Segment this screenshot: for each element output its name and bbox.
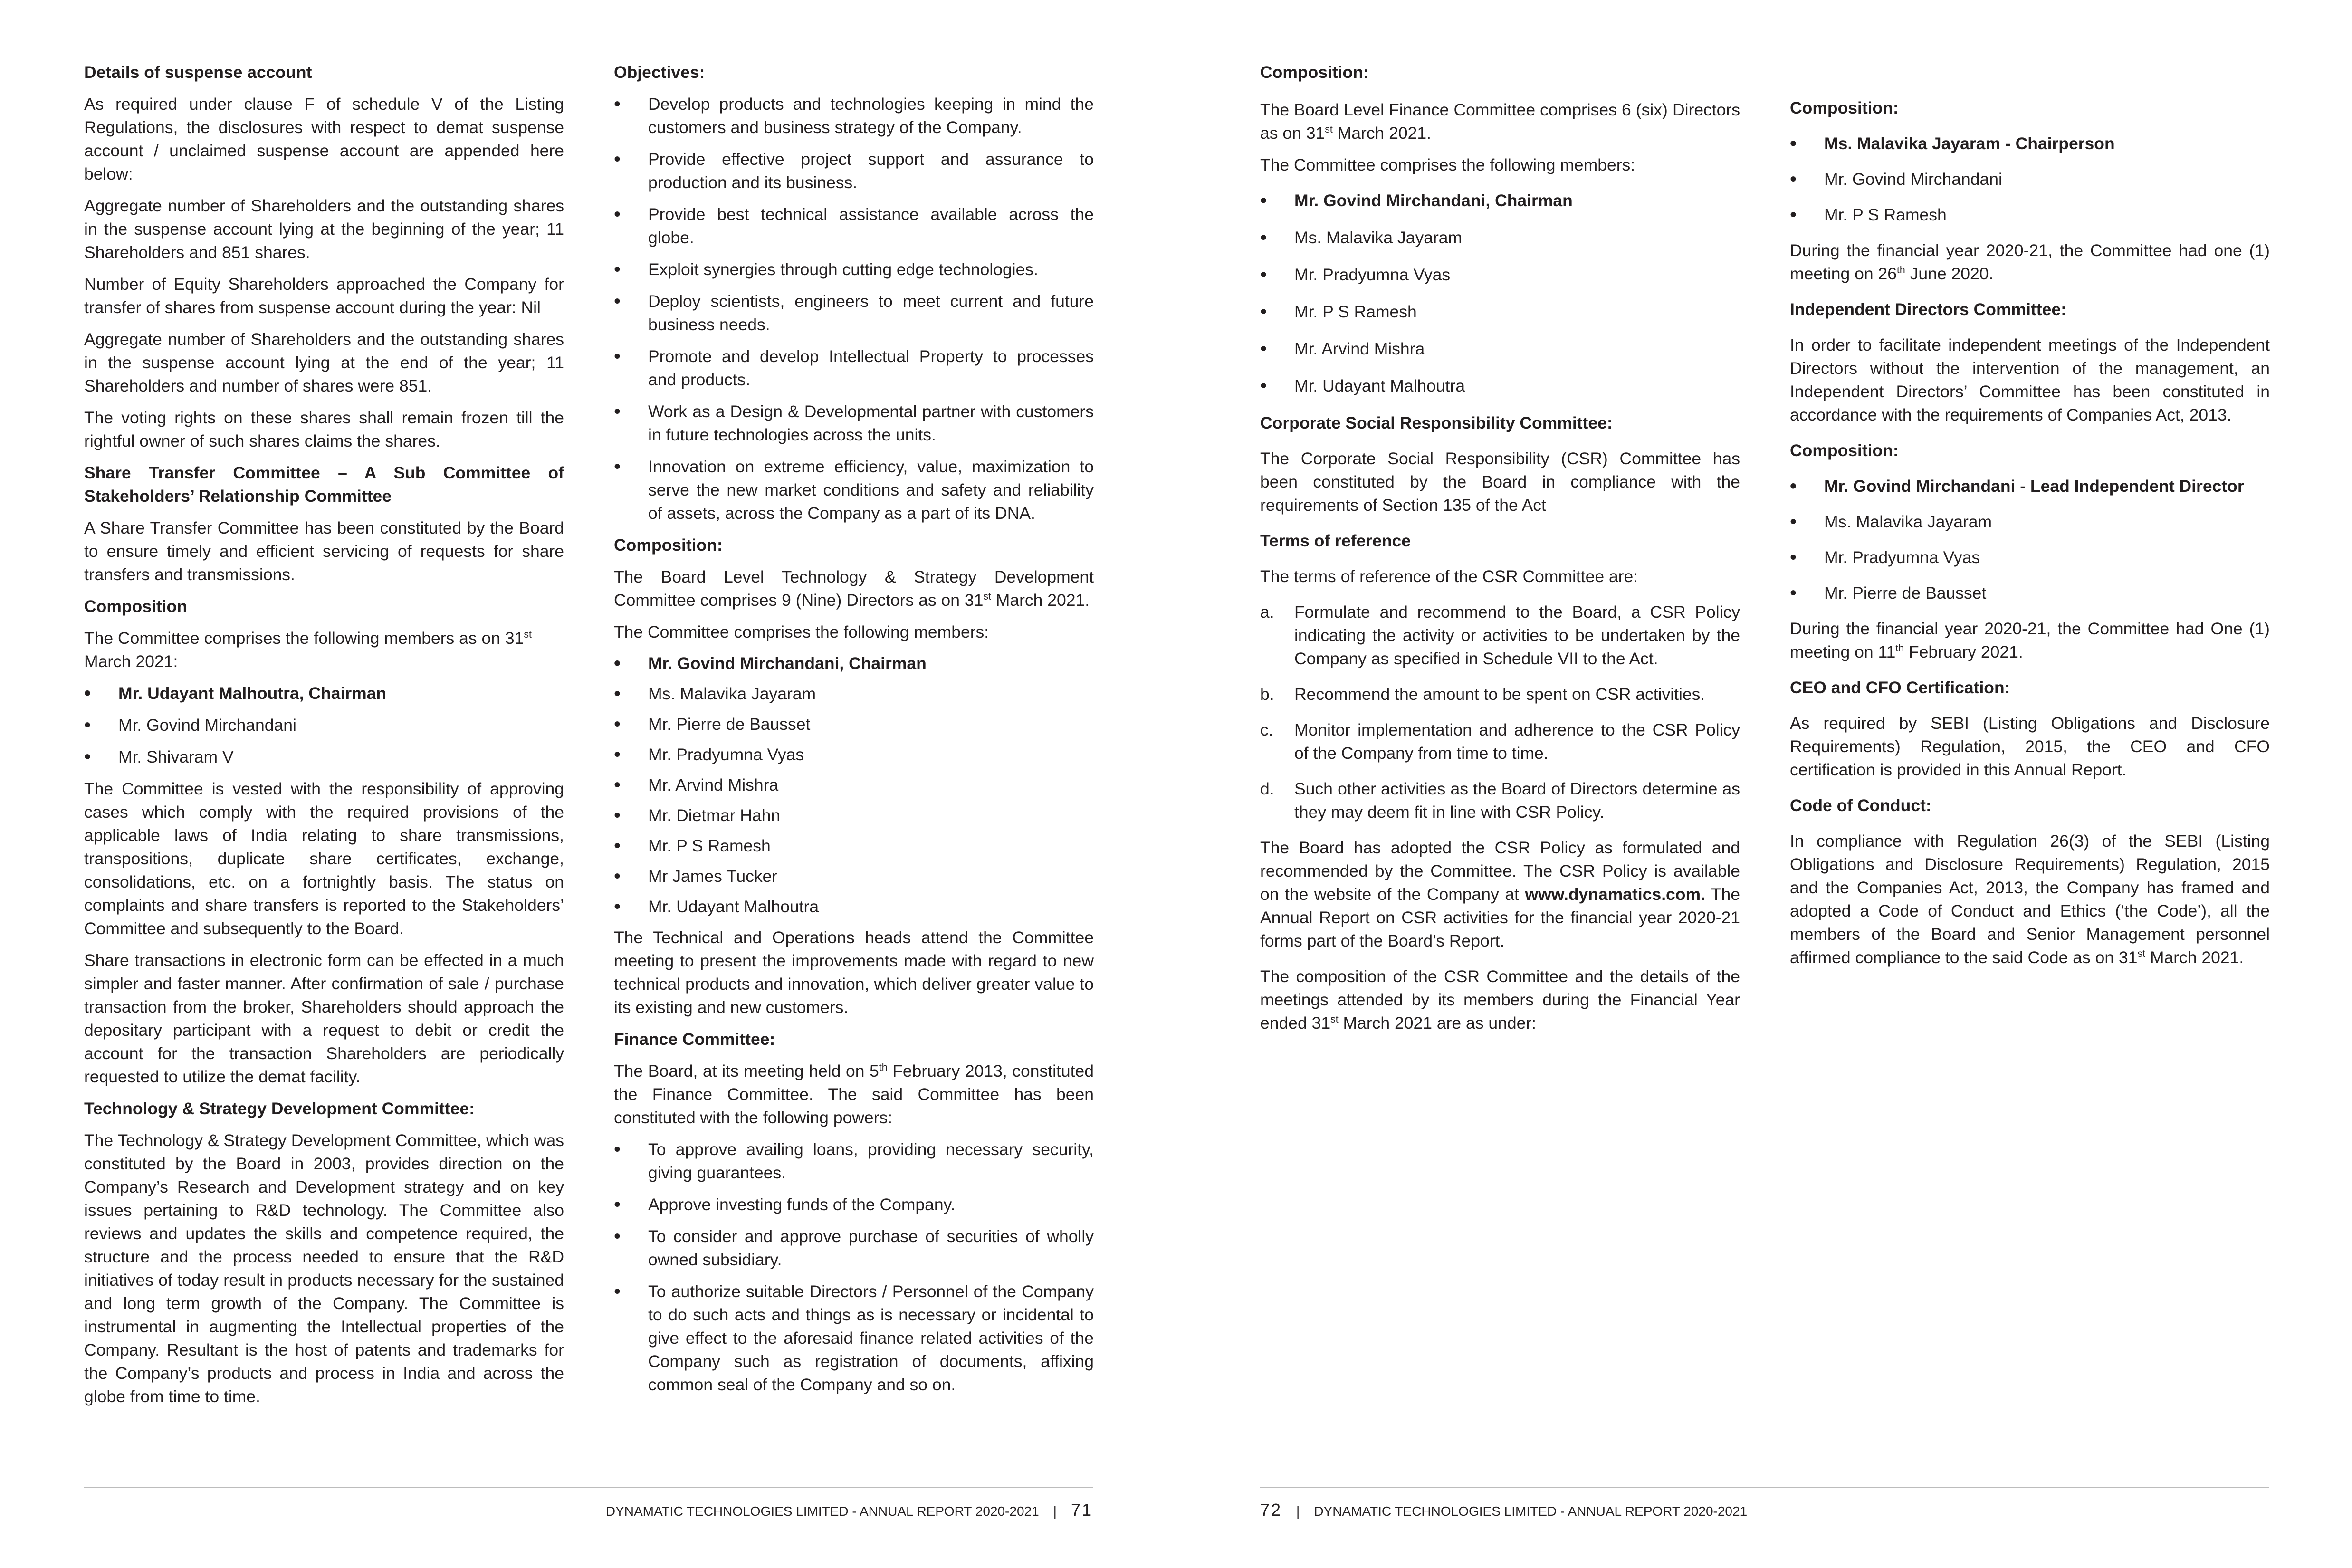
suspense-account-heading: Details of suspense account xyxy=(84,63,312,82)
paragraph: Aggregate number of Shareholders and the outstanding shares in the suspense account lying at the end of the year; 11 Shareholders and number of shares were 851. xyxy=(84,330,564,395)
list-item: • Ms. Malavika Jayaram xyxy=(1790,510,2270,534)
page-number: 72 xyxy=(1260,1500,1282,1520)
list-item: • Mr. Pradyumna Vyas xyxy=(614,744,1094,765)
list-item: • Mr. P S Ramesh xyxy=(1790,203,2270,227)
footer-rule xyxy=(84,1487,1093,1488)
composition-heading: Composition xyxy=(84,597,187,616)
objectives-heading: Objectives: xyxy=(614,63,705,82)
powers-list xyxy=(614,1138,1094,1396)
code-of-conduct-paragraph: In compliance with Regulation 26(3) of the SEBI (Listing Obligations and Disclosure Requirements) Regulation, 2015 and the Companies Act, 2013, the Company has framed and adopted a Code of Conduct and Ethics (‘the Code’), all the members of the Board and Senior Management personnel affirmed compliance to the said Code as on 31st March 2021. xyxy=(1790,832,2270,967)
paragraph: The voting rights on these shares shall remain frozen till the rightful owner of such shares claims the shares. xyxy=(84,408,564,450)
page-footer xyxy=(1260,1501,1747,1521)
composition-heading: Composition: xyxy=(1790,98,1899,117)
list-item: • Mr. Pradyumna Vyas xyxy=(1790,546,2270,569)
list-item: b. Recommend the amount to be spent on CSR activities. xyxy=(1260,685,1705,704)
footer-separator: | xyxy=(1296,1504,1300,1519)
footer-company: DYNAMATIC TECHNOLOGIES LIMITED - ANNUAL REPORT 2020-2021 xyxy=(1314,1504,1748,1519)
list-item: • To authorize suitable Directors / Personnel of the Company to do such acts and things as is necessary or incidental to give effect to the aforesaid finance related activities of the Company such as registration of documents, affixing common seal of the Company and so on. xyxy=(614,1280,1094,1396)
composition-paragraph: The Board Level Technology & Strategy Development Committee comprises 9 (Nine) Directors as on 31st March 2021. xyxy=(614,567,1094,610)
objectives-list xyxy=(614,93,1094,525)
paragraph: The Technology & Strategy Development Committee, which was constituted by the Board in 2003, provides direction on the Company’s Research and Development strategy and on key issues pertaining to R&D technology. The Committee also reviews and updates the skills and competence required, the structure and the process needed to ensure that the R&D initiatives of today result in products necessary for the sustained and long term growth of the Company. The Committee is instrumental in augmenting the Intellectual properties of the Company. Resultant is the host of patents and trademarks for the Company’s products and process in India and across the globe from time to time. xyxy=(84,1131,564,1406)
member-list xyxy=(84,682,564,769)
list-item: a. Formulate and recommend to the Board, a CSR Policy indicating the activity or activities to be undertaken by the Company as specified in Schedule VII to the Act. xyxy=(1260,602,1740,668)
terms-intro: The terms of reference of the CSR Committee are: xyxy=(1260,567,1638,586)
list-item: • Approve investing funds of the Company. xyxy=(614,1193,1094,1216)
list-item: • Mr. P S Ramesh xyxy=(614,835,1094,857)
list-item: • Mr. Pierre de Bausset xyxy=(1790,582,2270,605)
csr-committee-heading: Corporate Social Responsibility Committee: xyxy=(1260,413,1613,432)
idc-member-list xyxy=(1790,475,2270,605)
paragraph: The Corporate Social Responsibility (CSR) Committee has been constituted by the Board in compliance with the requirements of Section 135 of the Act xyxy=(1260,449,1740,515)
paragraph: Aggregate number of Shareholders and the outstanding shares in the suspense account lying at the beginning of the year; 11 Shareholders and 851 shares. xyxy=(84,196,564,262)
finance-paragraph: The Board, at its meeting held on 5th February 2013, constituted the Finance Committee. The said Committee has been constituted with the following powers: xyxy=(614,1061,1094,1127)
terms-list xyxy=(1260,601,1740,824)
list-item: • To consider and approve purchase of securities of wholly owned subsidiary. xyxy=(614,1225,1094,1272)
composition-heading: Composition: xyxy=(1260,63,1369,82)
list-item: • Innovation on extreme efficiency, value, maximization to serve the new market conditions and safety and reliability of assets, across the Company as a part of its DNA. xyxy=(614,455,1094,525)
paragraph: A Share Transfer Committee has been constituted by the Board to ensure timely and efficient servicing of requests for share transfers and transmissions. xyxy=(84,518,564,584)
idc-meeting-paragraph: During the financial year 2020-21, the Committee had One (1) meeting on 11th February 2021. xyxy=(1790,619,2270,661)
list-item: • Deploy scientists, engineers to meet current and future business needs. xyxy=(614,290,1094,336)
list-item: • Mr. Govind Mirchandani, Chairman xyxy=(614,652,1094,674)
footer-separator: | xyxy=(1053,1504,1057,1519)
paragraph: Share transactions in electronic form can be effected in a much simpler and faster manner. After confirmation of sale / purchase transaction from the broker, Shareholders should approach the depositary participant with a request to debit or credit the account for the transaction Shareholders are periodically requested to utilize the demat facility. xyxy=(84,951,564,1086)
page-72 xyxy=(1176,0,2352,1568)
technology-strategy-heading: Technology & Strategy Development Committee: xyxy=(84,1099,475,1118)
independent-directors-heading: Independent Directors Committee: xyxy=(1790,300,2066,319)
csr-composition-paragraph: The composition of the CSR Committee and the details of the meetings attended by its members during the Financial Year ended 31st March 2021 are as under: xyxy=(1260,967,1740,1033)
page-footer xyxy=(606,1501,1093,1521)
page-number: 71 xyxy=(1071,1500,1093,1520)
column-2 xyxy=(614,61,1094,1405)
ceo-cfo-certification-heading: CEO and CFO Certification: xyxy=(1790,678,2010,697)
list-item: • Ms. Malavika Jayaram xyxy=(614,683,1094,705)
list-item: • Mr. Govind Mirchandani - Lead Independent Director xyxy=(1790,475,2270,498)
member-list xyxy=(1260,189,1740,398)
list-item: • Ms. Malavika Jayaram xyxy=(1260,226,1740,249)
list-item: • Promote and develop Intellectual Property to processes and products. xyxy=(614,345,1094,392)
list-item: • Mr. Govind Mirchandani xyxy=(84,714,564,737)
list-item: d. Such other activities as the Board of Directors determine as they may deem fit in line with CSR Policy. xyxy=(1260,779,1740,822)
list-item: • Work as a Design & Developmental partner with customers in future technologies across the units. xyxy=(614,400,1094,447)
list-item: • Provide best technical assistance available across the globe. xyxy=(614,203,1094,249)
paragraph: The Committee is vested with the responsibility of approving cases which comply with the required provisions of the applicable laws of India relating to share transmissions, transpositions, duplicate share certificates, exchange, consolidations, etc. on a fortnightly basis. The status on complaints and share transfers is reported to the Stakeholders’ Committee and subsequently to the Board. xyxy=(84,779,564,938)
list-item: • Provide effective project support and assurance to production and its business. xyxy=(614,148,1094,194)
paragraph: Number of Equity Shareholders approached the Company for transfer of shares from suspense account during the year: Nil xyxy=(84,275,564,317)
paragraph: The Technical and Operations heads attend the Committee meeting to present the improvements made with regard to new technical products and innovation, which deliver greater value to its existing and new customers. xyxy=(614,928,1094,1017)
share-transfer-committee-heading: Share Transfer Committee – A Sub Committee of Stakeholders’ Relationship Committee xyxy=(84,463,564,506)
paragraph: As required by SEBI (Listing Obligations and Disclosure Requirements) Regulation, 2015, the CEO and CFO certification is provided in this Annual Report. xyxy=(1790,714,2270,779)
list-item: c. Monitor implementation and adherence to the CSR Policy of the Company from time to time. xyxy=(1260,720,1740,763)
list-item: • Mr. Dietmar Hahn xyxy=(614,804,1094,826)
website-link[interactable]: www.dynamatics.com. xyxy=(1525,885,1705,904)
code-of-conduct-heading: Code of Conduct: xyxy=(1790,796,1931,815)
paragraph: In order to facilitate independent meetings of the Independent Directors without the intervention of the management, an Independent Directors’ Committee has been constituted in accordance with the requirements of Companies Act, 2013. xyxy=(1790,335,2270,424)
list-item: • Mr. Udayant Malhoutra, Chairman xyxy=(84,682,564,705)
footer-company: DYNAMATIC TECHNOLOGIES LIMITED - ANNUAL REPORT 2020-2021 xyxy=(605,1504,1039,1519)
member-list xyxy=(614,652,1094,918)
composition-heading: Composition: xyxy=(1790,441,1899,460)
csr-policy-paragraph: The Board has adopted the CSR Policy as formulated and recommended by the Committee. The CSR Policy is available on the website of the Company at www.dynamatics.com. The Annual Report on CSR activities for the financial year 2020-21 forms part of the Board’s Report. xyxy=(1260,838,1740,950)
list-item: • Mr. Arvind Mishra xyxy=(1260,337,1740,361)
finance-committee-heading: Finance Committee: xyxy=(614,1030,775,1049)
column-4 xyxy=(1790,96,2270,978)
list-item: • Exploit synergies through cutting edge technologies. xyxy=(614,258,1094,281)
list-item: • Ms. Malavika Jayaram - Chairperson xyxy=(1790,132,2270,155)
csr-member-list xyxy=(1790,132,2270,227)
terms-of-reference-heading: Terms of reference xyxy=(1260,531,1411,550)
list-item: • Mr James Tucker xyxy=(614,865,1094,887)
csr-meeting-paragraph: During the financial year 2020-21, the Committee had one (1) meeting on 26th June 2020. xyxy=(1790,241,2270,283)
list-item: • Mr. Govind Mirchandani xyxy=(1790,168,2270,191)
composition-heading: Composition: xyxy=(614,535,723,555)
list-item: • Mr. Udayant Malhoutra xyxy=(614,896,1094,918)
paragraph: As required under clause F of schedule V of the Listing Regulations, the disclosures with respect to demat suspense account / unclaimed suspense account are appended here below: xyxy=(84,95,564,183)
composition-intro: The Committee comprises the following members as on 31st March 2021: xyxy=(84,629,532,671)
list-item: • Mr. Pradyumna Vyas xyxy=(1260,263,1740,287)
footer-rule xyxy=(1260,1487,2269,1488)
list-item: • Mr. Govind Mirchandani, Chairman xyxy=(1260,189,1740,212)
members-intro: The Committee comprises the following members: xyxy=(1260,155,1635,174)
members-intro: The Committee comprises the following members: xyxy=(614,622,989,641)
list-item: • Develop products and technologies keeping in mind the customers and business strategy of the Company. xyxy=(614,93,1094,139)
column-1 xyxy=(84,61,564,1417)
finance-composition-paragraph: The Board Level Finance Committee comprises 6 (six) Directors as on 31st March 2021. xyxy=(1260,100,1740,143)
list-item: • Mr. P S Ramesh xyxy=(1260,300,1740,324)
column-3 xyxy=(1260,61,1740,1043)
list-item: • To approve availing loans, providing necessary security, giving guarantees. xyxy=(614,1138,1094,1185)
list-item: • Mr. Udayant Malhoutra xyxy=(1260,374,1740,398)
list-item: • Mr. Pierre de Bausset xyxy=(614,713,1094,735)
list-item: • Mr. Arvind Mishra xyxy=(614,774,1094,796)
list-item: • Mr. Shivaram V xyxy=(84,746,564,769)
